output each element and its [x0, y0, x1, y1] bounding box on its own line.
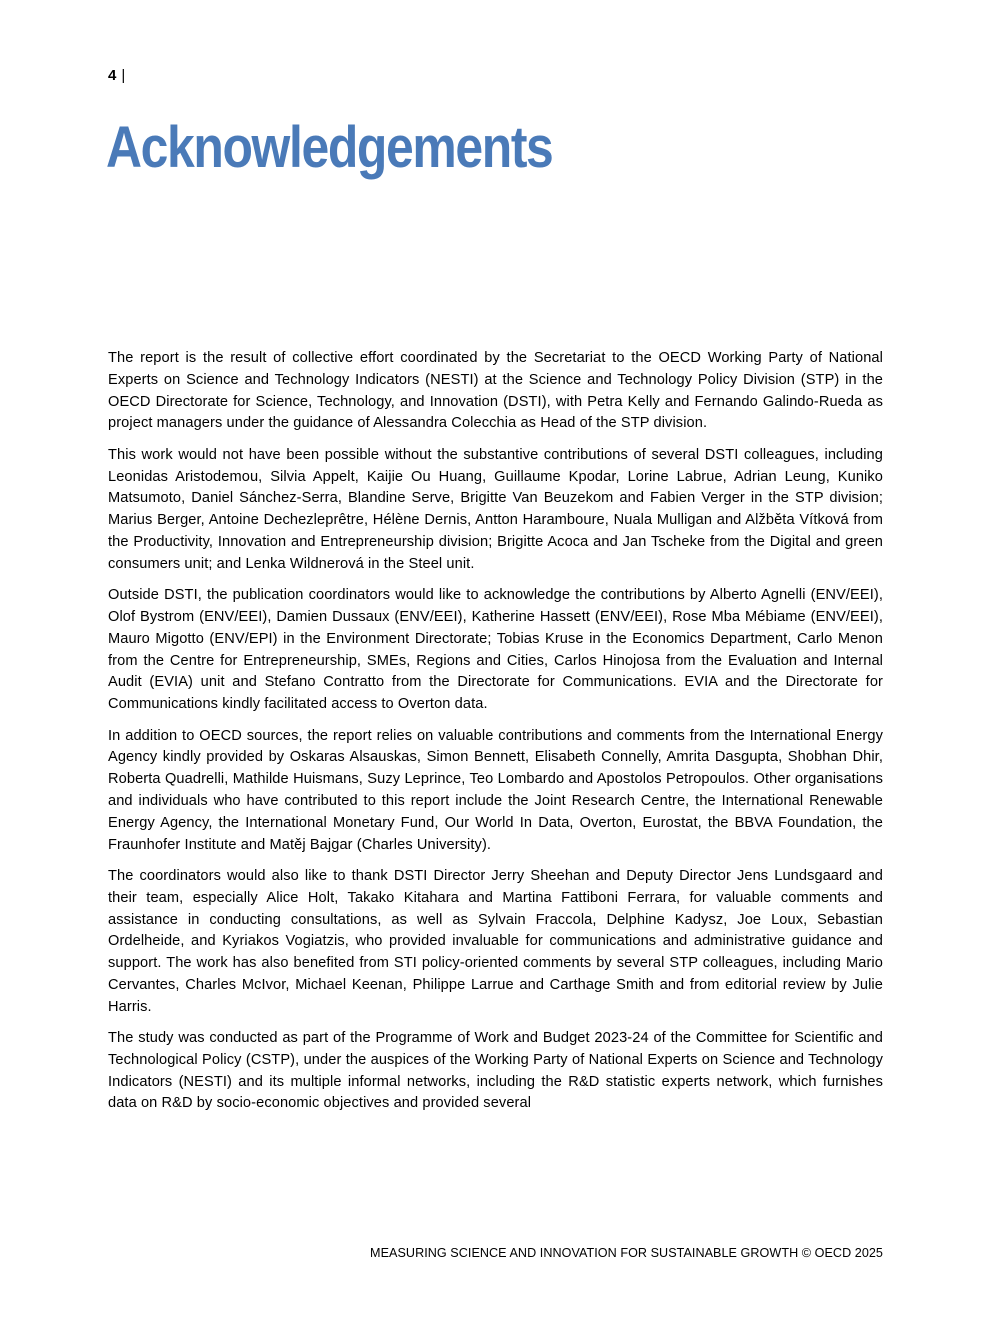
paragraph: This work would not have been possible without the substantive contributions of several DSTI colleagues, including Leonidas Aristodemou, Silvia Appelt, Kaijie Ou Huang, Guillaume Kpodar, Lorine Labrue, Adrian Leung, Kuniko Matsumoto, Daniel Sánchez-Serra, Blandine Serve, Brigitte Van Beuzekom and Fabien Verger in the STP division; Marius Berger, Antoine Dechezleprêtre, Hélène Dernis, Antton Haramboure, Nuala Mulligan and Alžběta Vítková from the Productivity, Innovation and Entrepreneurship division; Brigitte Acoca and Jan Tscheke from the Digital and green consumers unit; and Lenka Wildnerová in the Steel unit. [108, 446, 883, 572]
page-number-separator: | [121, 67, 126, 84]
paragraph: The report is the result of collective effort coordinated by the Secretariat to the OECD Working Party of National Experts on Science and Technology Indicators (NESTI) at the Science and Technology Policy Division (STP) in the OECD Directorate for Science, Technology, and Innovation (DSTI), with Petra Kelly and Fernando Galindo-Rueda as project managers under the guidance of Alessandra Colecchia as Head of the STP division. [108, 350, 883, 432]
page-footer: MEASURING SCIENCE AND INNOVATION FOR SUSTAINABLE GROWTH © OECD 2025 [370, 1246, 883, 1260]
paragraph: The coordinators would also like to thank DSTI Director Jerry Sheehan and Deputy Director Jens Lundsgaard and their team, especially Alice Holt, Takako Kitahara and Martina Fattiboni Ferrara, for valuable comments and assistance in conducting consultations, as well as Sylvain Fraccola, Delphine Kadysz, Joe Loux, Sebastian Ordelheide, and Kyriakos Vogiatzis, who provided invaluable for communications and administrative guidance and support. The work has also benefited from STI policy-oriented comments by several STP colleagues, including Mario Cervantes, Charles McIvor, Michael Keenan, Philippe Larrue and Carthage Smith and from editorial review by Julie Harris. [108, 867, 883, 1015]
page-number-value: 4 [108, 67, 117, 84]
page-number [108, 66, 125, 86]
paragraph: In addition to OECD sources, the report relies on valuable contributions and comments from the International Energy Agency kindly provided by Oskaras Alsauskas, Simon Bennett, Elisabeth Connelly, Amrita Dasgupta, Shobhan Dhir, Roberta Quadrelli, Mathilde Huismans, Suzy Leprince, Teo Lombardo and Apostolos Petropoulos. Other organisations and individuals who have contributed to this report include the Joint Research Centre, the International Renewable Energy Agency, the International Monetary Fund, Our World In Data, Overton, Eurostat, the BBVA Foundation, the Fraunhofer Institute and Matěj Bajgar (Charles University). [108, 727, 883, 853]
page-title: Acknowledgements [106, 115, 553, 180]
paragraph: The study was conducted as part of the Programme of Work and Budget 2023-24 of the Committee for Scientific and Technological Policy (CSTP), under the auspices of the Working Party of National Experts on Science and Technology Indicators (NESTI) and its multiple informal networks, including the R&D statistic experts network, which furnishes data on R&D by socio-economic objectives and provided several [108, 1030, 883, 1112]
paragraph: Outside DSTI, the publication coordinators would like to acknowledge the contributions by Alberto Agnelli (ENV/EEI), Olof Bystrom (ENV/EEI), Damien Dussaux (ENV/EEI), Katherine Hassett (ENV/EEI), Rose Mba Mébiame (ENV/EEI), Mauro Migotto (ENV/EPI) in the Environment Directorate; Tobias Kruse in the Economics Department, Carlo Menon from the Centre for Entrepreneurship, SMEs, Regions and Cities, Carlos Hinojosa from the Evaluation and Internal Audit (EVIA) unit and Stefano Contratto from the Directorate for Communications. EVIA and the Directorate for Communications kindly facilitated access to Overton data. [108, 587, 883, 713]
body-text [108, 348, 883, 1200]
